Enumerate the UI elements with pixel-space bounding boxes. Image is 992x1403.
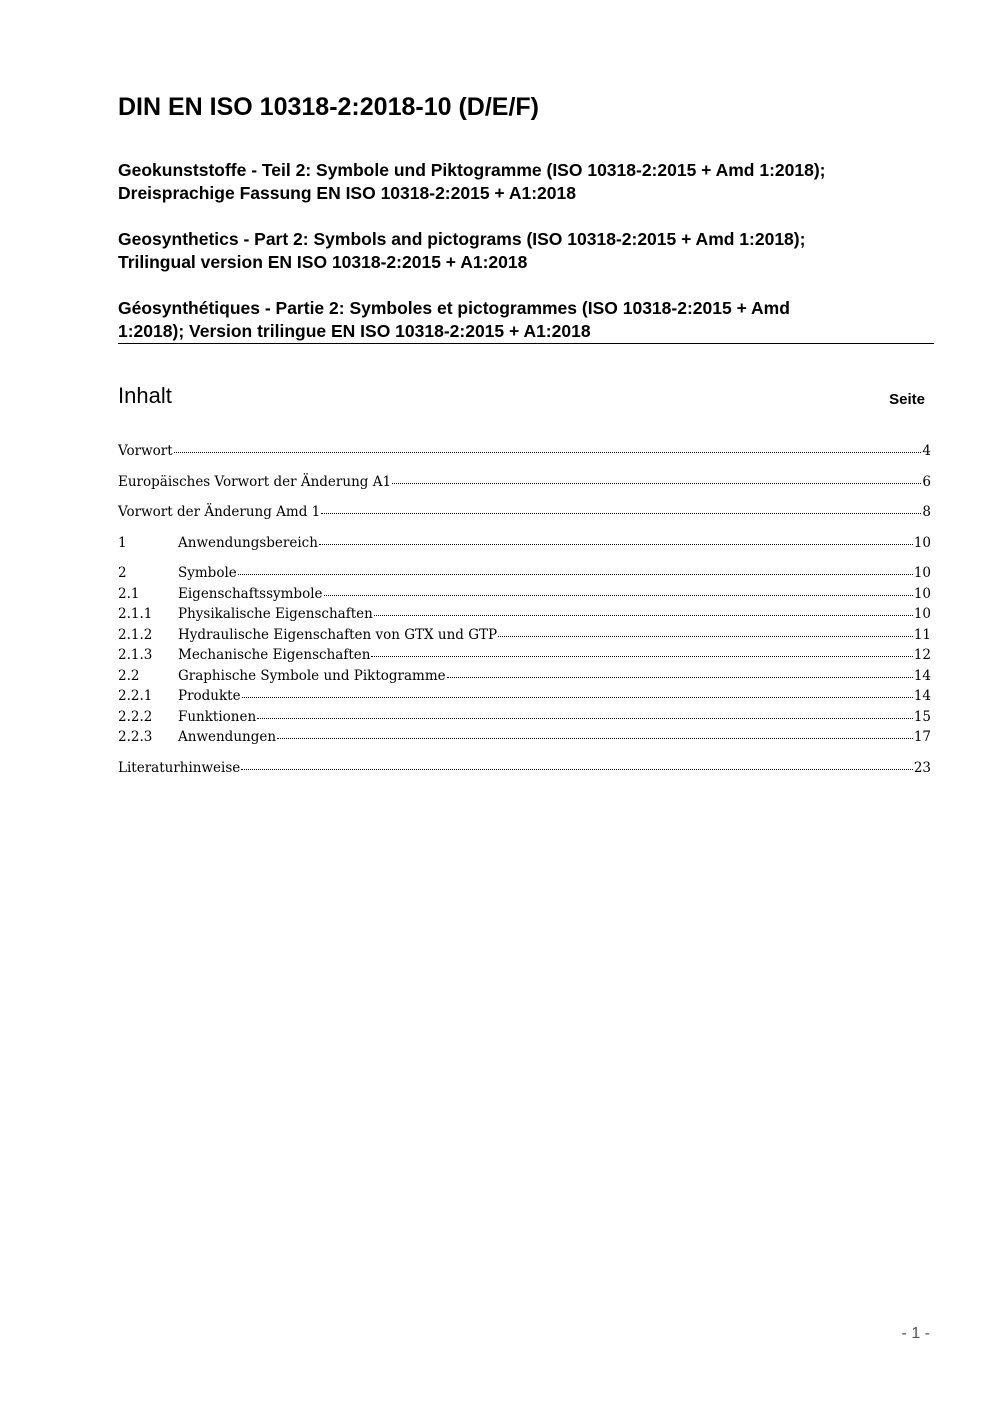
toc-entry-number: 1	[118, 534, 127, 551]
toc-entry-number: 2.2.1	[118, 688, 153, 704]
toc-entry-page: 10	[913, 534, 931, 551]
toc-entry-leader-dots	[392, 482, 921, 484]
toc-entry[interactable]	[118, 533, 931, 554]
toc-entry-title: Anwendungen	[178, 729, 277, 745]
toc-entry-number: 2.1.1	[118, 606, 153, 622]
toc-entry-page: 8	[922, 504, 931, 520]
toc-entry[interactable]	[118, 645, 931, 666]
toc-entry-title: Hydraulische Eigenschaften von GTX und GTP	[178, 626, 498, 643]
toc-entry-leader-dots	[371, 655, 912, 657]
toc-entry-page: 12	[913, 647, 931, 663]
toc-entry-leader-dots	[174, 451, 922, 453]
title-divider	[118, 343, 934, 344]
toc-entry-page: 23	[913, 759, 931, 776]
toc-page-label: Seite	[889, 391, 925, 408]
subtitle-german-line-2: Dreisprachige Fassung EN ISO 10318-2:2015 + A1:2018	[118, 182, 576, 203]
document-title: DIN EN ISO 10318-2:2018-10 (D/E/F)	[118, 93, 539, 121]
toc-entry-page: 11	[913, 626, 931, 643]
toc-entry-leader-dots	[498, 635, 913, 637]
toc-entry[interactable]	[118, 707, 931, 728]
toc-entry-page: 17	[913, 729, 931, 745]
footer-page-number: - 1 -	[901, 1325, 930, 1342]
toc-entry[interactable]	[118, 441, 931, 462]
toc-entry[interactable]	[118, 758, 931, 779]
toc-entry-number: 2.2.2	[118, 708, 153, 725]
toc-entry[interactable]	[118, 584, 931, 605]
toc-entry-leader-dots	[241, 768, 913, 770]
toc-entry-leader-dots	[324, 594, 913, 596]
toc-entry-page: 14	[913, 688, 931, 704]
toc-entry-page: 14	[913, 667, 931, 684]
toc-entry-title: Mechanische Eigenschaften	[178, 647, 371, 663]
toc-entry-number: 2.2.3	[118, 729, 153, 745]
toc-entry-leader-dots	[277, 737, 913, 739]
toc-entry-title: Funktionen	[178, 708, 257, 725]
toc-entry[interactable]	[118, 666, 931, 687]
toc-entry-title: Produkte	[178, 688, 241, 704]
subtitle-german	[118, 159, 933, 204]
toc-entry[interactable]	[118, 563, 931, 584]
toc-entry-title: Physikalische Eigenschaften	[178, 606, 373, 622]
toc-entry[interactable]	[118, 686, 931, 707]
toc-entry-title: Symbole	[178, 565, 237, 581]
toc-entry-page: 15	[913, 708, 931, 725]
toc-entry[interactable]	[118, 472, 931, 493]
toc-entry-leader-dots	[257, 717, 913, 719]
toc-entry-title: Vorwort	[118, 443, 173, 459]
toc-entry-leader-dots	[374, 614, 913, 616]
toc-entry[interactable]	[118, 727, 931, 748]
toc-entry-page: 10	[913, 606, 931, 622]
toc-entry-title: Vorwort der Änderung Amd 1	[118, 504, 321, 520]
toc-entry-number: 2.2	[118, 667, 140, 684]
toc-entry-number: 2.1.2	[118, 626, 153, 643]
toc-entry-leader-dots	[319, 543, 913, 545]
toc-entry[interactable]	[118, 502, 931, 523]
toc-entry-leader-dots	[321, 512, 921, 514]
toc-entry-number: 2	[118, 565, 127, 581]
toc-entry-page: 4	[922, 443, 931, 459]
toc-entry-title: Anwendungsbereich	[178, 534, 318, 551]
toc-entry-leader-dots	[447, 676, 913, 678]
toc-entry-page: 6	[922, 473, 931, 490]
toc-entry-number: 2.1	[118, 585, 140, 602]
toc-entry-title: Graphische Symbole und Piktogramme	[178, 667, 446, 684]
table-of-contents	[118, 441, 931, 778]
toc-entry[interactable]	[118, 625, 931, 646]
toc-entry-title: Eigenschaftssymbole	[178, 585, 323, 602]
subtitle-french-line-1: Géosynthétiques - Partie 2: Symboles et pictogrammes (ISO 10318-2:2015 + Amd	[118, 298, 790, 318]
subtitle-english-line-2: Trilingual version EN ISO 10318-2:2015 + A1:2018	[118, 251, 528, 272]
toc-entry-leader-dots	[242, 696, 913, 698]
subtitle-french	[118, 297, 933, 342]
subtitle-english-line-1: Geosynthetics - Part 2: Symbols and pictograms (ISO 10318-2:2015 + Amd 1:2018);	[118, 229, 806, 249]
toc-entry-title: Literaturhinweise	[118, 759, 241, 776]
subtitle-english	[118, 228, 933, 273]
toc-heading: Inhalt	[118, 383, 172, 408]
toc-entry-title: Europäisches Vorwort der Änderung A1	[118, 473, 392, 490]
toc-entry-page: 10	[913, 565, 931, 581]
subtitle-german-line-1: Geokunststoffe - Teil 2: Symbole und Piktogramme (ISO 10318-2:2015 + Amd 1:2018);	[118, 160, 826, 180]
toc-entry-page: 10	[913, 585, 931, 602]
toc-entry-leader-dots	[238, 573, 913, 575]
subtitle-french-line-2: 1:2018); Version trilingue EN ISO 10318-2:2015 + A1:2018	[118, 320, 591, 341]
toc-entry[interactable]	[118, 604, 931, 625]
toc-entry-number: 2.1.3	[118, 647, 153, 663]
